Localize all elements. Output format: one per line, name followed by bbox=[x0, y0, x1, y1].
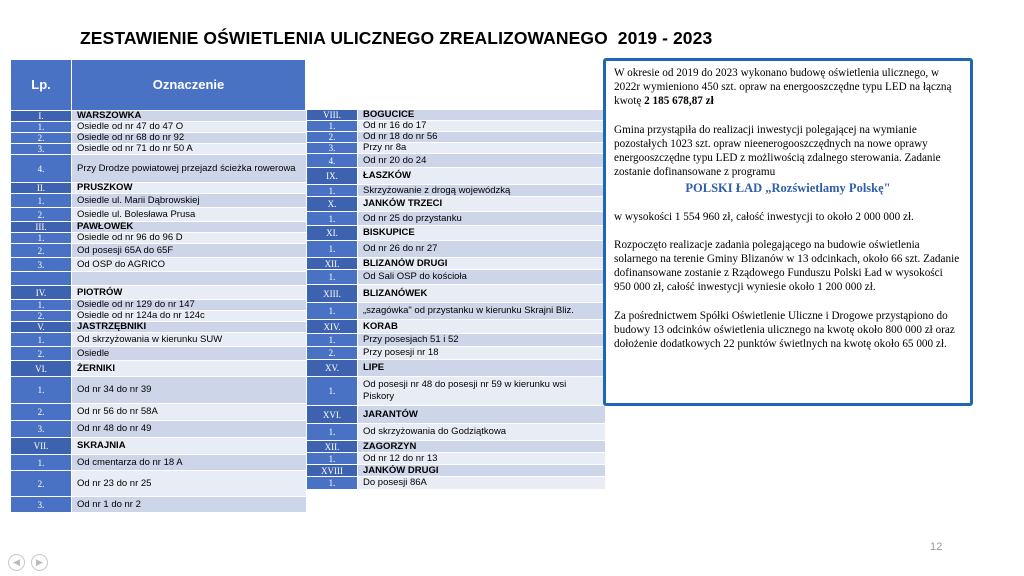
row-number: XII. bbox=[307, 258, 358, 270]
section-row bbox=[307, 320, 605, 334]
row-number: I. bbox=[11, 111, 72, 122]
row-number bbox=[11, 272, 72, 286]
table-row bbox=[307, 347, 605, 360]
table-row bbox=[307, 154, 605, 168]
row-number: 2. bbox=[307, 347, 358, 360]
row-number: III. bbox=[11, 222, 72, 233]
info-paragraph-1 bbox=[614, 66, 962, 109]
locality-name: ZAGORZYN bbox=[358, 441, 605, 453]
row-description: Do posesji 86A bbox=[358, 477, 605, 490]
info-box bbox=[603, 58, 973, 406]
section-row bbox=[11, 111, 306, 122]
locality-name: ŻERNIKI bbox=[72, 361, 306, 377]
program-name: POLSKI ŁAD „Rozświetlamy Polskę" bbox=[685, 181, 891, 196]
section-row bbox=[307, 360, 605, 377]
row-description: „szagówka" od przystanku w kierunku Skrajni Bliz. bbox=[358, 303, 605, 320]
row-description: Od nr 12 do nr 13 bbox=[358, 453, 605, 465]
table-row bbox=[11, 133, 306, 144]
table-row bbox=[11, 144, 306, 155]
row-description: Osiedle bbox=[72, 347, 306, 361]
row-number: 1. bbox=[11, 300, 72, 311]
table-row bbox=[11, 272, 306, 286]
row-number: 1. bbox=[307, 212, 358, 226]
row-number: 2. bbox=[11, 311, 72, 322]
table-row bbox=[307, 132, 605, 143]
row-number: 1. bbox=[11, 122, 72, 133]
locality-name: JASTRZĘBNIKI bbox=[72, 322, 306, 333]
section-row bbox=[307, 465, 605, 477]
row-description: Od nr 23 do nr 25 bbox=[72, 471, 306, 497]
row-description: Przy posesjach 51 i 52 bbox=[358, 334, 605, 347]
row-description: Od nr 16 do 17 bbox=[358, 121, 605, 132]
row-number: 3. bbox=[11, 258, 72, 272]
table-row bbox=[11, 233, 306, 244]
row-description: Od skrzyżowania w kierunku SUW bbox=[72, 333, 306, 347]
row-number: V. bbox=[11, 322, 72, 333]
table-row bbox=[11, 455, 306, 471]
table-row bbox=[11, 377, 306, 404]
info-p1-text: W okresie od 2019 do 2023 wykonano budowę oświetlenia ulicznego, w 2022r wymieniono 450 szt. opraw na energooszczędne typu LED na łączną kwotę bbox=[614, 67, 952, 108]
row-description: Od nr 1 do nr 2 bbox=[72, 497, 306, 513]
row-description: Od cmentarza do nr 18 A bbox=[72, 455, 306, 471]
row-description bbox=[72, 272, 306, 286]
prev-slide-icon[interactable]: ◀ bbox=[8, 554, 25, 571]
row-description: Od nr 20 do 24 bbox=[358, 154, 605, 168]
row-description: Osiedle od nr 96 do 96 D bbox=[72, 233, 306, 244]
section-row bbox=[307, 226, 605, 241]
row-description: Od nr 34 do nr 39 bbox=[72, 377, 306, 404]
streetlight-table-left bbox=[10, 59, 306, 513]
next-slide-icon[interactable]: ▶ bbox=[31, 554, 48, 571]
row-number: 1. bbox=[307, 241, 358, 258]
table-header-row bbox=[11, 60, 306, 111]
table-row bbox=[307, 143, 605, 154]
section-row bbox=[11, 322, 306, 333]
table-row bbox=[11, 244, 306, 258]
table-row bbox=[11, 194, 306, 208]
row-description: Przy posesji nr 18 bbox=[358, 347, 605, 360]
row-number: 1. bbox=[307, 303, 358, 320]
info-paragraph-5: Za pośrednictwem Spółki Oświetlenie Uliczne i Drogowe przystąpiono do budowy 13 odcinków oświetlenia ulicznego na kwotę około 800 000 zł oraz dołożenie dodatkowych 22 punktów świetlnych na kwotę około 65 000 zł. bbox=[614, 309, 955, 351]
locality-name: BOGUCICE bbox=[358, 110, 605, 121]
table-row bbox=[11, 404, 306, 421]
row-description: Osiedle od nr 47 do 47 O bbox=[72, 122, 306, 133]
row-number: 2. bbox=[307, 132, 358, 143]
table-row bbox=[307, 270, 605, 285]
row-number: 1. bbox=[11, 194, 72, 208]
row-description: Przy nr 8a bbox=[358, 143, 605, 154]
table-row bbox=[307, 377, 605, 406]
table-row bbox=[11, 311, 306, 322]
locality-name: PIOTRÓW bbox=[72, 286, 306, 300]
locality-name: JANKÓW TRZECI bbox=[358, 197, 605, 212]
row-number: 2. bbox=[11, 133, 72, 144]
row-number: XVIII bbox=[307, 465, 358, 477]
locality-name: PAWŁÓWEK bbox=[72, 222, 306, 233]
section-row bbox=[307, 168, 605, 185]
row-number: 2. bbox=[11, 404, 72, 421]
row-description: Od nr 48 do nr 49 bbox=[72, 421, 306, 438]
row-description: Od nr 26 do nr 27 bbox=[358, 241, 605, 258]
row-number: 3. bbox=[11, 421, 72, 438]
header-lp: Lp. bbox=[11, 60, 72, 111]
row-number: VI. bbox=[11, 361, 72, 377]
slide-nav-controls bbox=[8, 554, 48, 571]
row-number: XI. bbox=[307, 226, 358, 241]
row-number: XII. bbox=[307, 441, 358, 453]
locality-name: JANKÓW DRUGI bbox=[358, 465, 605, 477]
locality-name: BLIZANÓW DRUGI bbox=[358, 258, 605, 270]
header-oznaczenie: Oznaczenie bbox=[72, 60, 306, 111]
table-row bbox=[11, 258, 306, 272]
section-row bbox=[307, 110, 605, 121]
info-paragraph-2: Gmina przystąpiła do realizacji inwestycji polegającej na wymianie pozostałych 1023 szt. opraw nieenerogooszczędnych na nowe oprawy energooszczędne typu LED z możliwością zdalnego sterowania. Zadanie zostanie dofinansowane z programu bbox=[614, 123, 941, 179]
row-description: Osiedle od nr 124a do nr 124c bbox=[72, 311, 306, 322]
table-row bbox=[307, 453, 605, 465]
row-number: VII. bbox=[11, 438, 72, 455]
row-number: XVI. bbox=[307, 406, 358, 424]
row-number: 1. bbox=[307, 424, 358, 441]
row-number: 1. bbox=[11, 377, 72, 404]
row-number: 1. bbox=[307, 185, 358, 197]
row-number: 1. bbox=[11, 333, 72, 347]
row-number: 1. bbox=[307, 334, 358, 347]
section-row bbox=[11, 286, 306, 300]
row-number: 3. bbox=[11, 144, 72, 155]
locality-name: ŁASZKÓW bbox=[358, 168, 605, 185]
streetlight-table-right bbox=[306, 109, 605, 490]
row-number: IV. bbox=[11, 286, 72, 300]
row-number: 1. bbox=[307, 377, 358, 406]
table-row bbox=[11, 208, 306, 222]
table-row bbox=[307, 121, 605, 132]
row-number: II. bbox=[11, 183, 72, 194]
section-row bbox=[307, 441, 605, 453]
row-number: 3. bbox=[11, 497, 72, 513]
table-row bbox=[11, 300, 306, 311]
row-number: X. bbox=[307, 197, 358, 212]
row-description: Osiedle od nr 71 do nr 50 A bbox=[72, 144, 306, 155]
info-total-amount: 2 185 678,87 zł bbox=[644, 95, 714, 108]
section-row bbox=[307, 258, 605, 270]
info-paragraph-3: w wysokości 1 554 960 zł, całość inwestycji to około 2 000 000 zł. bbox=[614, 210, 914, 223]
row-description: Osiedle od nr 68 do nr 92 bbox=[72, 133, 306, 144]
row-number: 4. bbox=[11, 155, 72, 183]
table-row bbox=[307, 303, 605, 320]
row-description: Przy Drodze powiatowej przejazd ścieżka rowerowa bbox=[72, 155, 306, 183]
row-number: XV. bbox=[307, 360, 358, 377]
row-number: 1. bbox=[307, 453, 358, 465]
row-number: XIII. bbox=[307, 285, 358, 303]
table-row bbox=[11, 347, 306, 361]
locality-name: KORAB bbox=[358, 320, 605, 334]
row-description: Od skrzyżowania do Godziątkowa bbox=[358, 424, 605, 441]
table-row bbox=[307, 477, 605, 490]
table-row bbox=[307, 185, 605, 197]
row-number: 1. bbox=[307, 121, 358, 132]
row-number: 1. bbox=[11, 233, 72, 244]
row-number: 2. bbox=[11, 208, 72, 222]
row-number: 2. bbox=[11, 347, 72, 361]
locality-name: JARANTÓW bbox=[358, 406, 605, 424]
table-row bbox=[11, 122, 306, 133]
row-description: Od Sali OSP do kościoła bbox=[358, 270, 605, 285]
table-row bbox=[11, 497, 306, 513]
section-row bbox=[11, 222, 306, 233]
row-description: Od nr 25 do przystanku bbox=[358, 212, 605, 226]
row-description: Osiedle ul. Marii Dąbrowskiej bbox=[72, 194, 306, 208]
row-number: 4. bbox=[307, 154, 358, 168]
section-row bbox=[11, 361, 306, 377]
table-row bbox=[307, 241, 605, 258]
section-row bbox=[11, 183, 306, 194]
page-number: 12 bbox=[930, 541, 943, 553]
locality-name: BLIZANÓWEK bbox=[358, 285, 605, 303]
info-paragraph-4: Rozpoczęto realizacje zadania polegającego na budowie oświetlenia solarnego na terenie Gminy Blizanów w 13 odcinkach, około 66 szt. Zadanie dofinansowane zostanie z Rządowego Funduszu Polski Ład w wysokości 950 000 zł, całość inwestycji wyniesie około 1 200 000 zł. bbox=[614, 238, 960, 294]
row-number: 3. bbox=[307, 143, 358, 154]
row-description: Od posesji nr 48 do posesji nr 59 w kierunku wsi Piskory bbox=[358, 377, 605, 406]
row-number: 2. bbox=[11, 244, 72, 258]
row-description: Od posesji 65A do 65F bbox=[72, 244, 306, 258]
locality-name: SKRAJNIA bbox=[72, 438, 306, 455]
locality-name: BISKUPICE bbox=[358, 226, 605, 241]
table-row bbox=[11, 333, 306, 347]
section-row bbox=[11, 438, 306, 455]
row-description: Osiedle ul. Bolesława Prusa bbox=[72, 208, 306, 222]
row-description: Od nr 56 do nr 58A bbox=[72, 404, 306, 421]
row-number: 2. bbox=[11, 471, 72, 497]
row-description: Od OSP do AGRICO bbox=[72, 258, 306, 272]
row-description: Od nr 18 do nr 56 bbox=[358, 132, 605, 143]
slide-title: ZESTAWIENIE OŚWIETLENIA ULICZNEGO ZREALIZOWANEGO 2019 - 2023 bbox=[80, 28, 713, 48]
table-row bbox=[11, 421, 306, 438]
locality-name: WARSZÓWKA bbox=[72, 111, 306, 122]
table-row bbox=[307, 212, 605, 226]
section-row bbox=[307, 285, 605, 303]
section-row bbox=[307, 406, 605, 424]
row-description: Osiedle od nr 129 do nr 147 bbox=[72, 300, 306, 311]
table-row bbox=[307, 334, 605, 347]
row-number: IX. bbox=[307, 168, 358, 185]
section-row bbox=[307, 197, 605, 212]
row-number: XIV. bbox=[307, 320, 358, 334]
locality-name: LIPE bbox=[358, 360, 605, 377]
row-number: 1. bbox=[11, 455, 72, 471]
table-row bbox=[11, 471, 306, 497]
locality-name: PRUSZKÓW bbox=[72, 183, 306, 194]
row-description: Skrzyżowanie z drogą wojewódzką bbox=[358, 185, 605, 197]
table-row bbox=[11, 155, 306, 183]
row-number: 1. bbox=[307, 477, 358, 490]
table-row bbox=[307, 424, 605, 441]
row-number: VIII. bbox=[307, 110, 358, 121]
row-number: 1. bbox=[307, 270, 358, 285]
